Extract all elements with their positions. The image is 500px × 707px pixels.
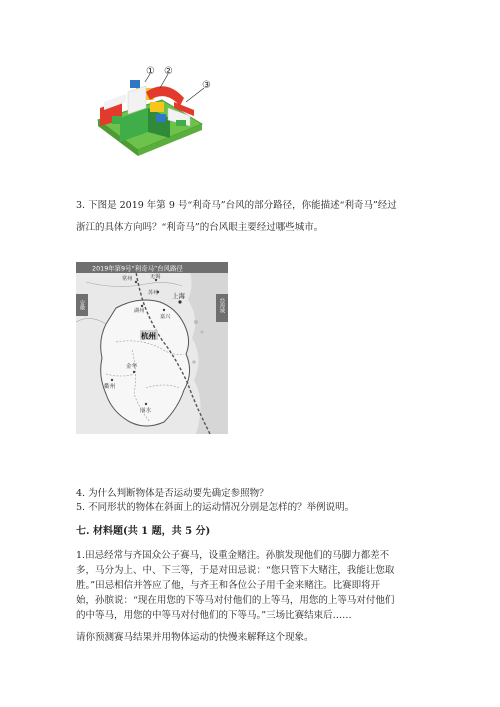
material-para-line-5: 的中等马，用您的中等马对付他们的下等马。”三场比赛结束后…… bbox=[76, 610, 352, 621]
city-jinhua: 金华 bbox=[126, 364, 138, 370]
material-para-line-4: 始，孙膑说：“现在用您的下等马对付他们的上等马，用您的上等马对付他们 bbox=[76, 595, 395, 606]
city-wuxi: 无锡 bbox=[150, 274, 161, 280]
city-huzhou: 湖州 bbox=[134, 308, 145, 314]
map-title: 2019年第9号“利奇马”台风路径 bbox=[92, 264, 183, 273]
city-quzhou: 衢州 bbox=[104, 384, 116, 390]
city-hangzhou: 杭州 bbox=[141, 331, 156, 341]
city-changzhou: 常州 bbox=[122, 276, 133, 282]
callout-1: ① bbox=[146, 66, 155, 77]
city-suzhou: 苏州 bbox=[148, 290, 159, 296]
material-prompt: 请你预测赛马结果并用物体运动的快慢来解释这个现象。 bbox=[76, 632, 314, 643]
lego-structure-figure bbox=[90, 62, 220, 172]
material-para-line-3: 胜。”田忌相信并答应了他，与齐王和各位公子用千金来赌注。比赛即将开 bbox=[76, 580, 381, 591]
typhoon-path-map bbox=[76, 262, 228, 434]
material-para-line-1: 1.田忌经常与齐国众公子赛马，设重金赌注。孙膑发现他们的马脚力都差不 bbox=[76, 550, 390, 561]
city-jiaxing: 嘉兴 bbox=[160, 314, 171, 320]
question-3-line-1: 3. 下图是 2019 年第 9 号“利奇马”台风的部分路径，你能描述“利奇马”经过 bbox=[76, 200, 397, 211]
city-shanghai: 上海 bbox=[172, 292, 185, 300]
callout-3: ③ bbox=[202, 80, 211, 91]
question-4: 4. 为什么判断物体是否运动要先确定参照物？ bbox=[76, 488, 269, 499]
map-left-tag: 安徽 bbox=[79, 300, 85, 310]
map-right-tag: 经海域 bbox=[219, 298, 225, 313]
city-lishui: 丽水 bbox=[140, 408, 152, 414]
section-7-heading: 七. 材料题(共 1 题，共 5 分) bbox=[76, 526, 211, 537]
callout-2: ② bbox=[164, 66, 173, 77]
question-3-line-2: 浙江的具体方向吗？“利奇马”的台风眼主要经过哪些城市。 bbox=[76, 222, 324, 233]
question-5: 5. 不同形状的物体在斜面上的运动情况分别是怎样的？举例说明。 bbox=[76, 502, 355, 513]
material-para-line-2: 多，马分为上、中、下三等，于是对田忌说：“您只管下大赌注，我能让您取 bbox=[76, 565, 395, 576]
